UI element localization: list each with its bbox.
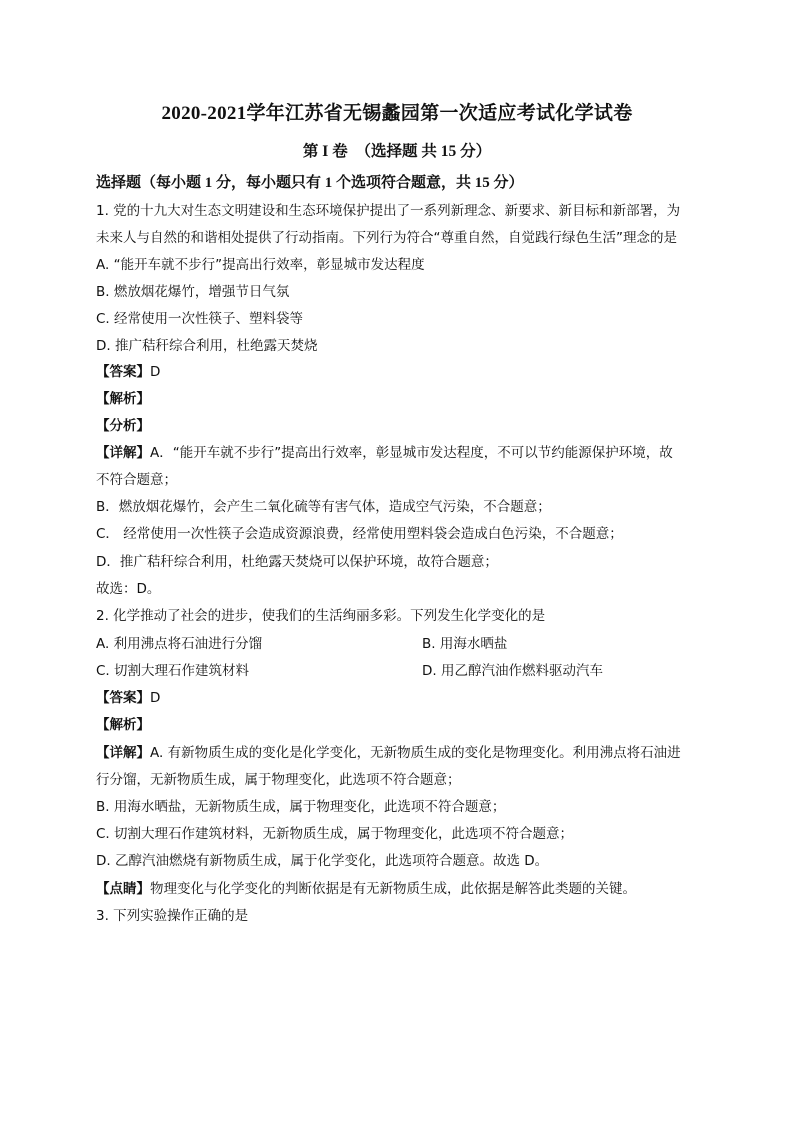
q1-detail-line-5: D．推广秸秆综合利用，杜绝露天焚烧可以保护环境，故符合题意；	[96, 554, 498, 570]
q1-analysis-tag: 【解析】	[96, 391, 150, 407]
q1-answer-row	[96, 363, 160, 381]
q1-fenxi-tag: 【分析】	[96, 418, 150, 434]
section-heading: 选择题（每小题 1 分，每小题只有 1 个选项符合题意，共 15 分）	[96, 175, 524, 191]
document-title: 2020-2021学年江苏省无锡蠡园第一次适应考试化学试卷	[161, 103, 633, 124]
q1-answer: D	[150, 364, 161, 380]
q2-option-b: B. 用海水晒盐	[422, 636, 508, 652]
q2-stem: 2. 化学推动了社会的进步，使我们的生活绚丽多彩。下列发生化学变化的是	[96, 608, 546, 624]
q2-comment-row	[96, 880, 636, 898]
q2-comment: 物理变化与化学变化的判断依据是有无新物质生成，此依据是解答此类题的关键。	[150, 881, 636, 897]
q2-analysis-tag: 【解析】	[96, 717, 150, 733]
q2-detail-line-2: 行分馏，无新物质生成，属于物理变化，此选项不符合题意；	[96, 772, 461, 788]
q1-option-b: B. 燃放烟花爆竹，增强节日气氛	[96, 284, 290, 300]
q1-stem-line-1: 1. 党的十九大对生态文明建设和生态环境保护提出了一系列新理念、新要求、新目标和新部署，为	[96, 203, 681, 219]
q2-option-a: A. 利用沸点将石油进行分馏	[96, 636, 263, 652]
q1-detail-tag: 【详解】	[96, 445, 150, 461]
q2-detail-tag: 【详解】	[96, 745, 150, 761]
q3-stem: 3. 下列实验操作正确的是	[96, 908, 249, 924]
q1-conclusion: 故选：D。	[96, 581, 161, 597]
document-subtitle: 第 I 卷 （选择题 共 15 分）	[302, 143, 492, 160]
q1-option-d: D. 推广秸秆综合利用，杜绝露天焚烧	[96, 338, 318, 354]
q2-comment-tag: 【点睛】	[96, 881, 150, 897]
q2-answer-tag: 【答案】	[96, 690, 150, 706]
q2-answer-row	[96, 689, 160, 707]
q2-detail-text-1: A. 有新物质生成的变化是化学变化，无新物质生成的变化是物理变化。利用沸点将石油进	[150, 745, 681, 761]
q2-option-d: D. 用乙醇汽油作燃料驱动汽车	[422, 663, 603, 679]
q1-detail-text-1: A．“能开车就不步行”提高出行效率，彰显城市发达程度，不可以节约能源保护环境，故	[150, 445, 673, 461]
q1-stem-line-2: 未来人与自然的和谐相处提供了行动指南。下列行为符合“尊重自然，自觉践行绿色生活”理念的是	[96, 230, 677, 246]
q2-option-c: C. 切割大理石作建筑材料	[96, 663, 250, 679]
q1-detail-line-3: B．燃放烟花爆竹，会产生二氧化硫等有害气体，造成空气污染，不合题意；	[96, 499, 551, 515]
q2-detail-line-5: D. 乙醇汽油燃烧有新物质生成，属于化学变化，此选项符合题意。故选 D。	[96, 853, 549, 869]
q1-detail-line-2: 不符合题意；	[96, 472, 177, 488]
q2-answer: D	[150, 690, 161, 706]
q1-option-c: C. 经常使用一次性筷子、塑料袋等	[96, 311, 304, 327]
q1-detail-line-4: C． 经常使用一次性筷子会造成资源浪费，经常使用塑料袋会造成白色污染，不合题意；	[96, 526, 623, 542]
q1-detail-line-1	[96, 444, 673, 462]
q1-option-a: A. “能开车就不步行”提高出行效率，彰显城市发达程度	[96, 257, 425, 273]
q2-detail-line-1	[96, 744, 681, 762]
q2-detail-line-4: C. 切割大理石作建筑材料，无新物质生成，属于物理变化，此选项不符合题意；	[96, 826, 574, 842]
q1-answer-tag: 【答案】	[96, 364, 150, 380]
q2-detail-line-3: B. 用海水晒盐，无新物质生成，属于物理变化，此选项不符合题意；	[96, 799, 506, 815]
